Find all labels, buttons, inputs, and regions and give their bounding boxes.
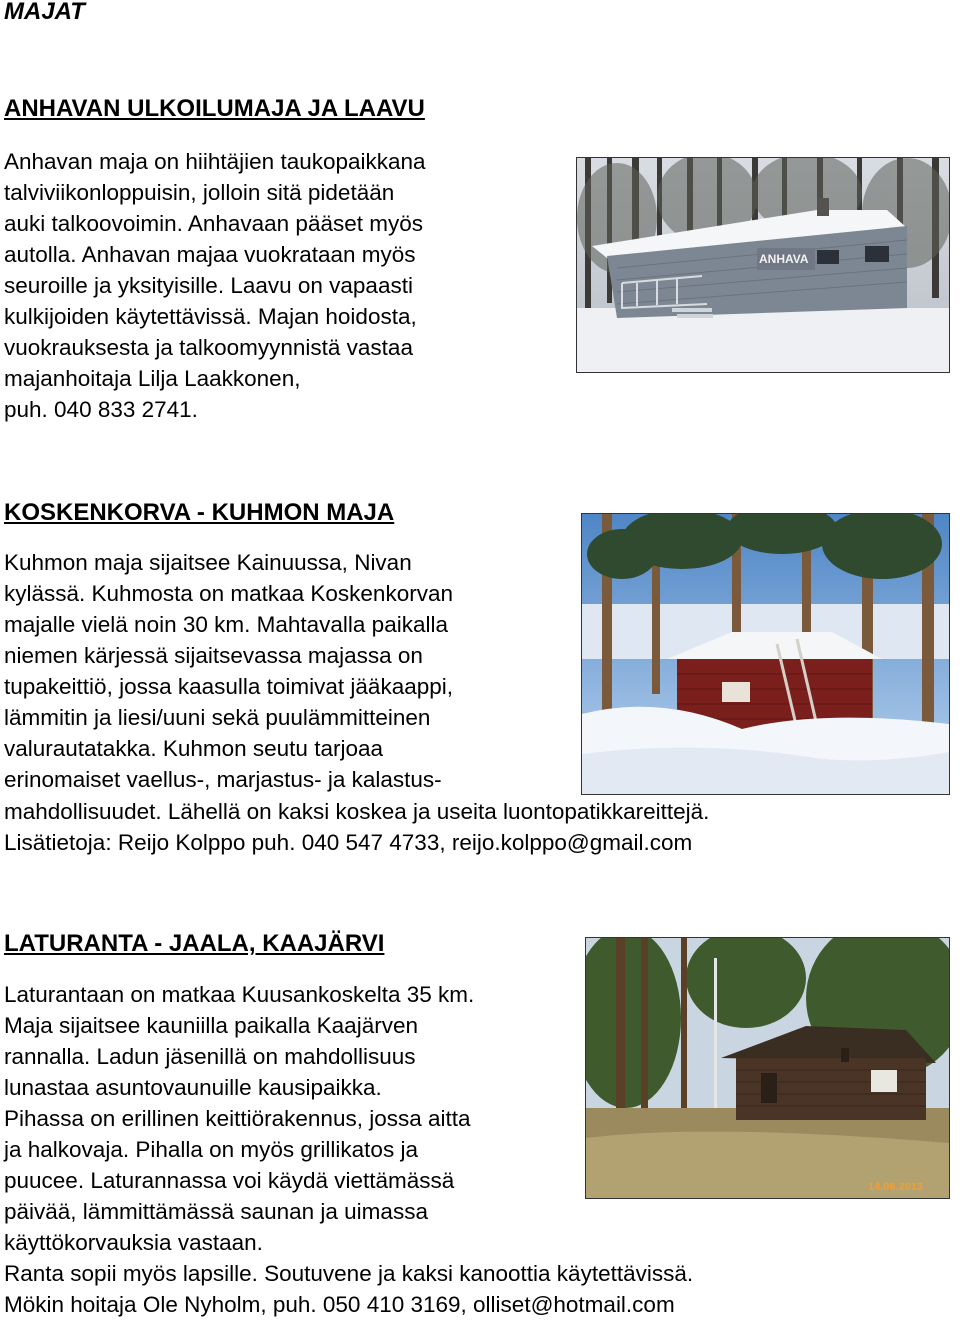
section-heading-anhava: ANHAVAN ULKOILUMAJA JA LAAVU [4,95,425,122]
photo-date-stamp: 14.08.2013 [868,1181,924,1193]
text-line: seuroille ja yksityisille. Laavu on vapaasti [4,273,413,298]
text-line: rannalla. Ladun jäsenillä on mahdollisuus [4,1044,416,1069]
text-line: erinomaiset vaellus-, marjastus- ja kalastus- [4,767,442,792]
text-line: puh. 040 833 2741. [4,397,198,422]
text-line: Anhavan maja on hiihtäjien taukopaikkana [4,149,426,174]
text-line: tupakeittiö, jossa kaasulla toimivat jääkaappi, [4,674,454,699]
page-title: MAJAT [4,0,85,25]
text-line: Lisätietoja: Reijo Kolppo puh. 040 547 4733, reijo.kolppo@gmail.com [4,830,693,855]
text-line: päivää, lämmittämässä saunan ja uimassa [4,1199,428,1224]
text-line: niemen kärjessä sijaitsevassa majassa on [4,643,423,668]
cabin-sign-text: ANHAVA [759,252,809,266]
text-line: Maja sijaitsee kauniilla paikalla Kaajärven [4,1013,418,1038]
photo-anhava-cabin [576,157,950,373]
text-line: majalle vielä noin 30 km. Mahtavalla paikalla [4,612,448,637]
text-line: puucee. Laturannassa voi käydä viettämässä [4,1168,455,1193]
text-line: Pihassa on erillinen keittiörakennus, jossa aitta [4,1106,471,1131]
text-line: majanhoitaja Lilja Laakkonen, [4,366,301,391]
photo-kuhmo-cabin [581,513,950,795]
photo-laturanta-cabin [585,937,950,1199]
text-line: Laturantaan on matkaa Kuusankoskelta 35 km. [4,982,475,1007]
text-line: Kuhmon maja sijaitsee Kainuussa, Nivan [4,550,412,575]
section-heading-koskenkorva: KOSKENKORVA - KUHMON MAJA [4,499,395,526]
text-line: talviviikonloppuisin, jolloin sitä pidetään [4,180,395,205]
text-line: valurautatakka. Kuhmon seutu tarjoaa [4,736,383,761]
text-line: Ranta sopii myös lapsille. Soutuvene ja kaksi kanoottia käytettävissä. [4,1261,694,1286]
text-line: auki talkoovoimin. Anhavaan pääset myös [4,211,423,236]
text-line: ja halkovaja. Pihalla on myös grillikatos ja [4,1137,418,1162]
text-line: mahdollisuudet. Lähellä on kaksi koskea ja useita luontopatikkareittejä. [4,799,710,824]
text-line: Mökin hoitaja Ole Nyholm, puh. 050 410 3169, olliset@hotmail.com [4,1292,675,1317]
section-heading-laturanta: LATURANTA - JAALA, KAAJÄRVI [4,930,385,957]
text-line: kulkijoiden käytettävissä. Majan hoidosta, [4,304,417,329]
text-line: kylässä. Kuhmosta on matkaa Koskenkorvan [4,581,453,606]
text-line: lämmitin ja liesi/uuni sekä puulämmitteinen [4,705,431,730]
text-line: vuokrauksesta ja talkoomyynnistä vastaa [4,335,413,360]
text-line: käyttökorvauksia vastaan. [4,1230,263,1255]
text-line: lunastaa asuntovaunuille kausipaikka. [4,1075,382,1100]
text-line: autolla. Anhavan majaa vuokrataan myös [4,242,416,267]
